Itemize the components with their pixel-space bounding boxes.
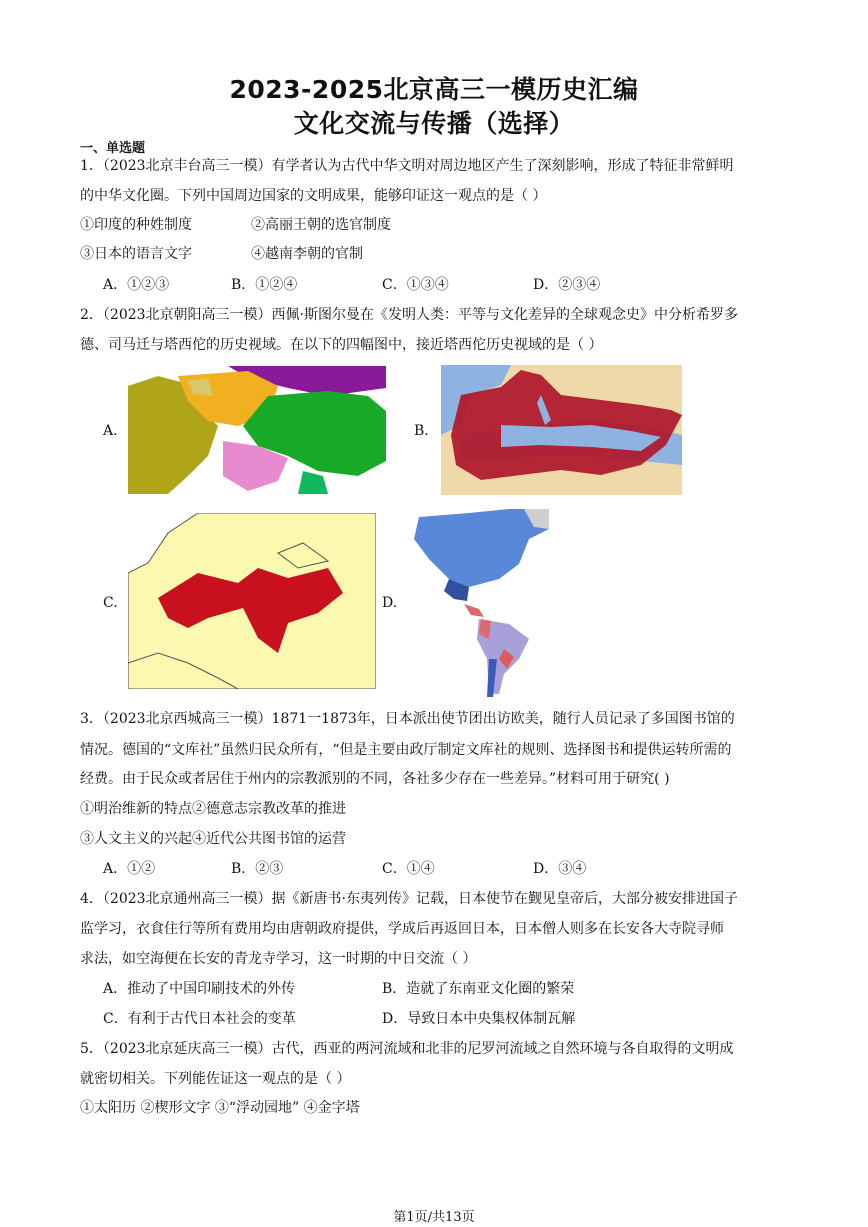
q5-items: ①太阳历 ②楔形文字 ③“浮动园地” ④金字塔 (80, 1100, 360, 1116)
q3-line3: 经费。由于民众或者居住于州内的宗教派别的不同，各社多少存在一些差异。”材料可用于研究( ) (80, 771, 670, 787)
q3-option-a[interactable]: A．①② (103, 861, 156, 877)
q3-line2: 情况。德国的“文库社”虽然归民众所有，“但是主要由政厅制定文库社的规则、选择图书和提供运转所需的 (80, 742, 732, 758)
q2-option-d-label[interactable]: D. (382, 595, 398, 611)
q1-option-d[interactable]: D．②③④ (533, 277, 601, 293)
q2-line2: 德、司马迁与塔西佗的历史视域。在以下的四幅图中，接近塔西佗历史视域的是（ ） (80, 337, 603, 353)
q5-line2: 就密切相关。下列能佐证这一观点的是（ ） (80, 1071, 351, 1087)
q3-option-d[interactable]: D．③④ (533, 861, 587, 877)
q4-line3: 求法，如空海便在长安的青龙寺学习，这一时期的中日交流（ ） (80, 951, 477, 967)
map-b-roman-empire[interactable] (441, 365, 682, 495)
page-footer: 第1页/共13页 (393, 1210, 475, 1225)
q4-option-b[interactable]: B．造就了东南亚文化圈的繁荣 (382, 981, 575, 997)
map-d-americas[interactable] (409, 509, 549, 697)
q2-option-a-label[interactable]: A. (103, 423, 118, 439)
q1-item: ①印度的种姓制度 (80, 217, 192, 233)
q1-option-c[interactable]: C．①③④ (382, 277, 449, 293)
q2-option-b-label[interactable]: B. (414, 423, 429, 439)
q1-item: ④越南李朝的官制 (251, 246, 363, 262)
q1-item: ②高丽王朝的选官制度 (251, 217, 391, 233)
q3-option-c[interactable]: C．①④ (382, 861, 435, 877)
q5-line1: 5．（2023北京延庆高三一模）古代，西亚的两河流域和北非的尼罗河流域之自然环境与各自取得的文明成 (80, 1041, 734, 1057)
q1-option-b[interactable]: B．①②④ (231, 277, 298, 293)
q1-line1: 1．（2023北京丰台高三一模）有学者认为古代中华文明对周边地区产生了深刻影响，形成了特征非常鲜明 (80, 158, 734, 174)
section-heading: 一、单选题 (80, 141, 146, 156)
q1-line2: 的中华文化圈。下列中国周边国家的文明成果，能够印证这一观点的是（ ） (80, 188, 547, 204)
page-title: 2023-2025北京高三一模历史汇编 (229, 75, 639, 104)
q3-items-1: ①明治维新的特点②德意志宗教改革的推进 (80, 801, 346, 817)
map-c-caliphate[interactable] (128, 513, 376, 689)
q1-option-a[interactable]: A．①②③ (103, 277, 170, 293)
q4-line2: 监学习，衣食住行等所有费用均由唐朝政府提供，学成后再返回日本，日本僧人则多在长安各大寺院寻师 (80, 921, 724, 937)
map-a-asian-empires[interactable] (128, 366, 386, 494)
q1-item: ③日本的语言文字 (80, 246, 192, 262)
q4-option-c[interactable]: C．有利于古代日本社会的变革 (103, 1011, 296, 1027)
q4-line1: 4．（2023北京通州高三一模）据《新唐书·东夷列传》记载，日本使节在觐见皇帝后，大部分被安排进国子 (80, 891, 738, 907)
q4-option-d[interactable]: D．导致日本中央集权体制瓦解 (382, 1011, 576, 1027)
q3-items-2: ③人文主义的兴起④近代公共图书馆的运营 (80, 831, 346, 847)
q4-option-a[interactable]: A．推动了中国印刷技术的外传 (103, 981, 296, 997)
q2-option-c-label[interactable]: C. (103, 595, 118, 611)
q3-option-b[interactable]: B．②③ (231, 861, 284, 877)
page-subtitle: 文化交流与传播（选择） (293, 109, 575, 138)
q3-line1: 3．（2023北京西城高三一模）1871一1873年，日本派出使节团出访欧美，随行人员记录了多国图书馆的 (80, 711, 735, 727)
q2-line1: 2．（2023北京朝阳高三一模）西佩·斯图尔曼在《发明人类：平等与文化差异的全球观念史》中分析希罗多 (80, 307, 738, 323)
